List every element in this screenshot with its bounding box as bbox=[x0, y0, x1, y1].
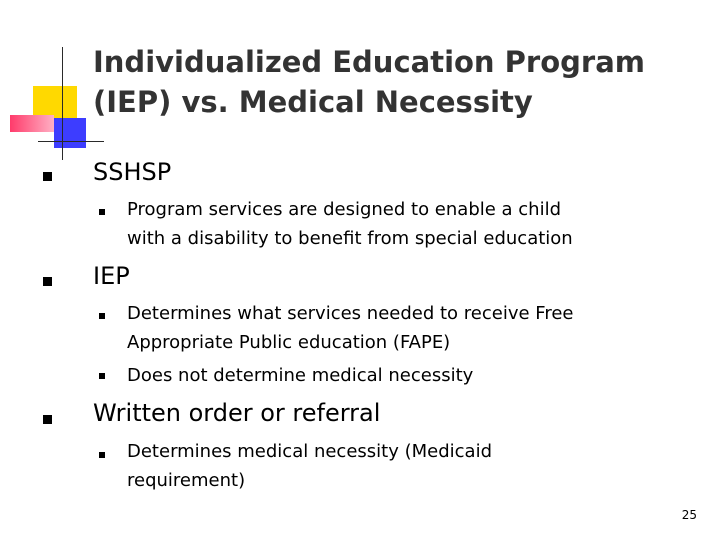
bullet-sshsp: SSHSP bbox=[93, 158, 172, 186]
slide-title bbox=[93, 42, 713, 122]
sub-bullet-line: Determines medical necessity (Medicaid bbox=[127, 441, 493, 462]
sub-bullet-marker bbox=[99, 452, 105, 458]
sub-bullet-iep-1 bbox=[127, 299, 687, 357]
sub-bullet-sshsp-1 bbox=[127, 195, 687, 253]
sub-bullet-line: Program services are designed to enable a child bbox=[127, 199, 562, 220]
sub-bullet-line: Determines what services needed to receive Free bbox=[127, 303, 574, 324]
sub-bullet-line: requirement) bbox=[127, 470, 246, 491]
bullet-marker bbox=[43, 415, 52, 424]
bullet-marker bbox=[43, 172, 52, 181]
logo-blue-square bbox=[54, 118, 86, 148]
sub-bullet-line: Appropriate Public education (FAPE) bbox=[127, 332, 451, 353]
sub-bullet-marker bbox=[99, 373, 105, 379]
sub-bullet-written-order-1 bbox=[127, 437, 687, 495]
decorative-logo bbox=[0, 0, 100, 160]
sub-bullet-marker bbox=[99, 313, 105, 319]
logo-vertical-line bbox=[62, 47, 63, 160]
sub-bullet-marker bbox=[99, 209, 105, 215]
sub-bullet-line: with a disability to benefit from special education bbox=[127, 228, 573, 249]
bullet-iep: IEP bbox=[93, 262, 130, 290]
page-number: 25 bbox=[681, 508, 697, 522]
logo-red-bar bbox=[10, 115, 54, 132]
sub-bullet-line: Does not determine medical necessity bbox=[127, 365, 474, 386]
bullet-marker bbox=[43, 277, 52, 286]
logo-horizontal-line bbox=[38, 141, 104, 142]
sub-bullet-iep-2 bbox=[127, 361, 687, 390]
slide-title-line-1: Individualized Education Program bbox=[93, 45, 646, 79]
bullet-written-order: Written order or referral bbox=[93, 399, 381, 427]
slide-title-line-2: (IEP) vs. Medical Necessity bbox=[93, 85, 533, 119]
